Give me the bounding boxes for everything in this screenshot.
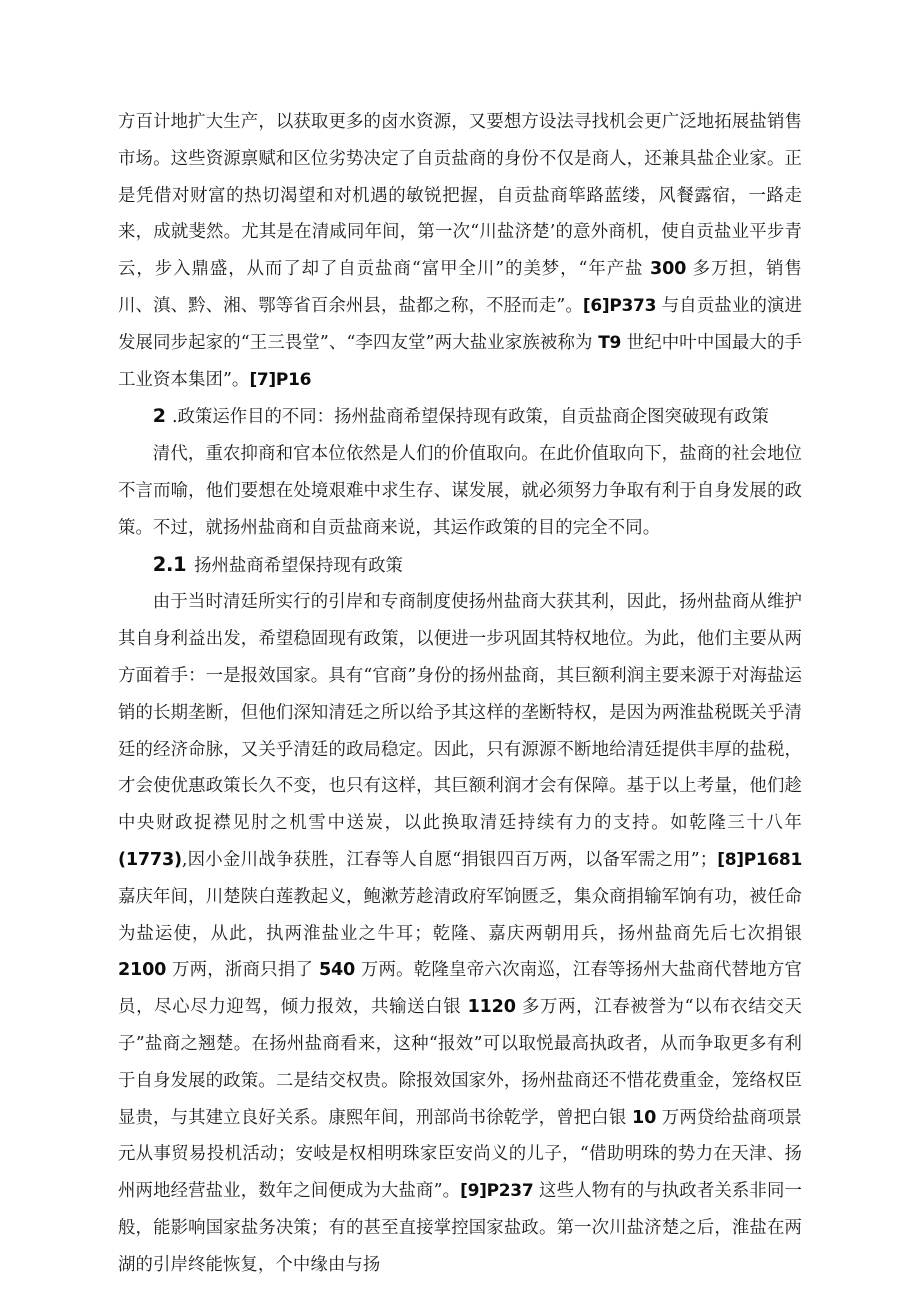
paragraph-qing-value-orientation: 清代，重农抑商和官本位依然是人们的价值取向。在此价值取向下，盐商的社会地位不言而喻，他们要想在处境艰难中求生存、谋发展，就必须努力争取有利于自身发展的政策。不过，就扬州盐商和自贡盐商来说，其运作政策的目的完全不同。 xyxy=(118,444,802,538)
inline-numeral: 2100 xyxy=(118,960,167,981)
citation-reference: T9 xyxy=(598,332,622,353)
inline-numeral: (1773) xyxy=(118,849,182,870)
document-text-body xyxy=(118,104,802,1284)
paragraph-yangzhou-policy: 由于当时清廷所实行的引岸和专商制度使扬州盐商大获其利，因此，扬州盐商从维护其自身利益出发，希望稳固现有政策，以便进一步巩固其特权地位。为此，他们主要从两方面着手：一是报效国家。具有“官商”身份的扬州盐商，其巨额利润主要来源于对海盐运销的长期垄断，但他们深知清廷之所以给予其这样的垄断特权，是因为两淮盐税既关乎清廷的经济命脉，又关乎清廷的政局稳定。因此，只有源源不断地给清廷提供丰厚的盐税，才会使优惠政策长久不变，也只有这样，其巨额利润才会有保障。基于以上考量，他们趁中央财政捉襟见肘之机雪中送炭，以此换取清廷持续有力的支持。如乾隆三十八年(1773),因小金川战争获胜，江春等人自愿“捐银四百万两，以备军需之用”；[8]P1681 嘉庆年间，川楚陕白莲教起义，鲍漱芳趁清政府军饷匮乏，集众商捐输军饷有功，被任命为盐运使，从此，执两淮盐业之牛耳；乾隆、嘉庆两朝用兵，扬州盐商先后七次捐银 2100 万两，浙商只捐了 540 万两。乾隆皇帝六次南巡，江春等扬州大盐商代替地方官员，尽心尽力迎驾，倾力报效，共输送白银 1120 多万两，江春被誉为“以布衣结交天子”盐商之翘楚。在扬州盐商看来，这种“报效”可以取悦最高执政者，从而争取更多有利于自身发展的政策。二是结交权贵。除报效国家外，扬州盐商还不惜花费重金，笼络权臣显贵，与其建立良好关系。康熙年间，刑部尚书徐乾学，曾把白银 10 万两贷给盐商项景元从事贸易投机活动；安岐是权相明珠家臣安尚义的儿子，“借助明珠的势力在天津、扬州两地经营盐业，数年之间便成为大盐商”。[9]P237 这些人物有的与执政者关系非同一般，能影响国家盐务决策；有的甚至直接掌控国家盐政。第一次川盐济楚之后，淮盐在两湖的引岸终能恢复，个中缘由与扬 xyxy=(118,592,802,1275)
heading-section-2-1 xyxy=(118,547,802,585)
inline-numeral: 10 xyxy=(632,1107,657,1128)
inline-numeral: 540 xyxy=(318,960,356,981)
inline-numeral: 300 xyxy=(650,259,687,280)
citation-reference: [6]P373 xyxy=(582,295,657,316)
citation-reference: [8]P1681 xyxy=(717,849,802,870)
heading-section-2 xyxy=(118,398,802,436)
inline-numeral: 1120 xyxy=(467,997,516,1018)
heading-text: 扬州盐商希望保持现有政策 xyxy=(194,555,403,576)
heading-number: 2 xyxy=(152,405,167,428)
heading-number: 2.1 xyxy=(152,552,187,576)
citation-reference: [9]P237 xyxy=(460,1181,534,1202)
citation-reference: [7]P16 xyxy=(249,369,312,390)
paragraph-zigong-merchants: 方百计地扩大生产，以获取更多的卤水资源，又要想方设法寻找机会更广泛地拓展盐销售市场。这些资源禀赋和区位劣势决定了自贡盐商的身份不仅是商人，还兼具盐企业家。正是凭借对财富的热切渴望和对机遇的敏锐把握，自贡盐商筚路蓝缕，风餐露宿，一路走来，成就斐然。尤其是在清咸同年间，第一次“川盐济楚’的意外商机，使自贡盐业平步青云，步入鼎盛，从而了却了自贡盐商“富甲全川”的美梦，“年产盐 300 多万担，销售川、滇、黔、湘、鄂等省百余州县，盐都之称，不胫而走”。[6]P373 与自贡盐业的演进发展同步起家的“王三畏堂”、“李四友堂”两大盐业家族被称为 T9 世纪中叶中国最大的手工业资本集团”。[7]P16 xyxy=(118,112,803,390)
heading-text: .政策运作目的不同：扬州盐商希望保持现有政策，自贡盐商企图突破现有政策 xyxy=(172,407,769,428)
